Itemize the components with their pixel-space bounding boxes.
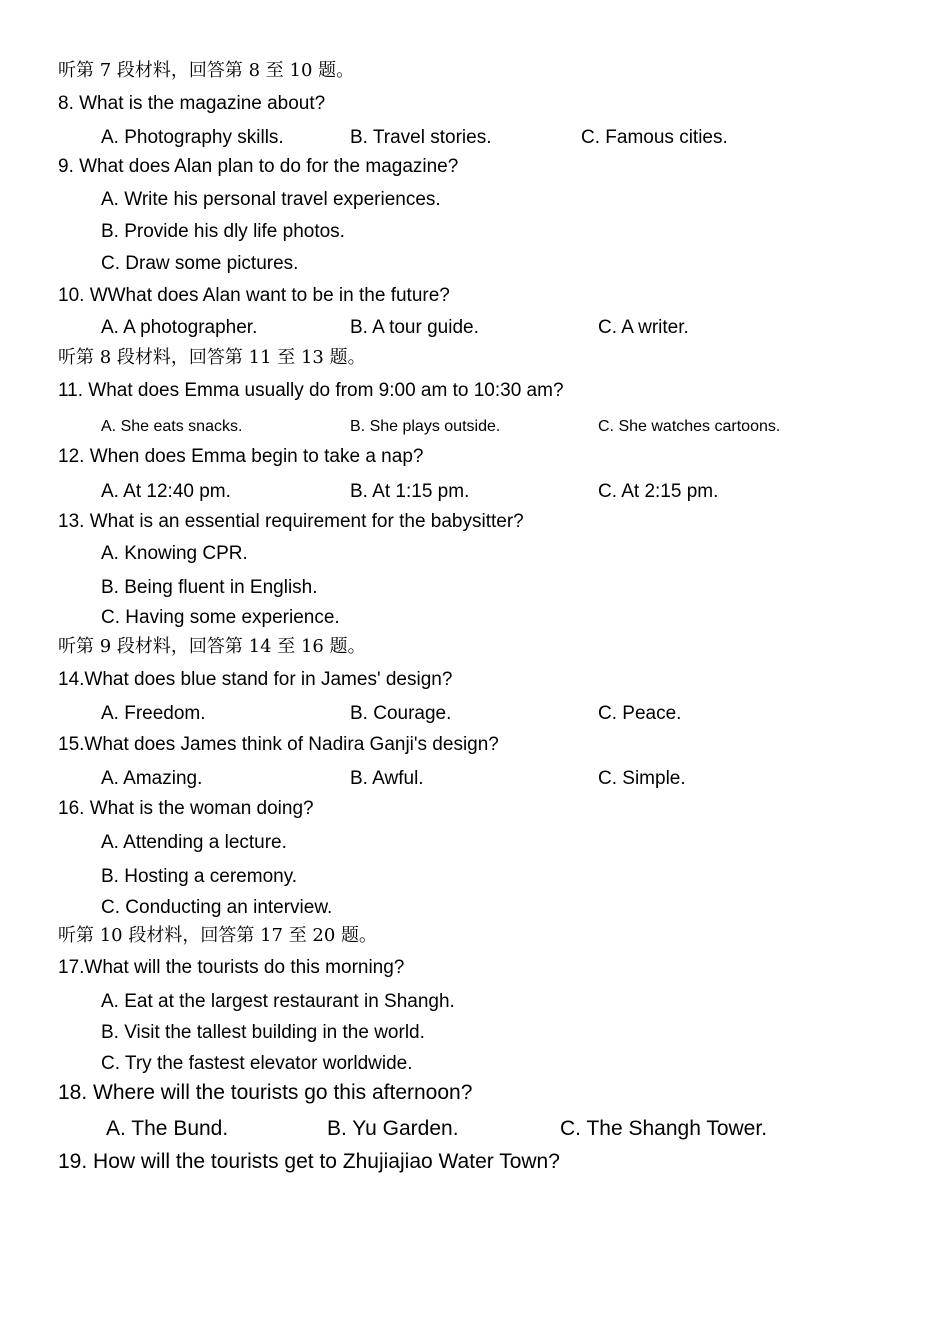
question-15: 15.What does James think of Nadira Ganji's design?: [58, 734, 499, 755]
section-heading-8: 听第 8 段材料，回答第 11 至 13 题。: [58, 347, 366, 368]
section-heading-9: 听第 9 段材料，回答第 14 至 16 题。: [58, 636, 366, 657]
q10-option-a: A. A photographer.: [101, 317, 258, 338]
q8-option-a: A. Photography skills.: [101, 127, 284, 148]
q15-option-a: A. Amazing.: [101, 768, 203, 789]
question-11: 11. What does Emma usually do from 9:00 am to 10:30 am?: [58, 380, 564, 401]
q18-option-a: A. The Bund.: [106, 1117, 229, 1140]
section-heading-7: 听第 7 段材料，回答第 8 至 10 题。: [58, 60, 355, 81]
q10-option-c: C. A writer.: [598, 317, 689, 338]
q18-option-c: C. The Shangh Tower.: [560, 1117, 768, 1140]
q11-option-b: B. She plays outside.: [350, 418, 501, 435]
question-18: 18. Where will the tourists go this afternoon?: [58, 1081, 473, 1104]
q13-option-c: C. Having some experience.: [101, 607, 340, 628]
question-19: 19. How will the tourists get to Zhujiajiao Water Town?: [58, 1150, 560, 1173]
question-10: 10. WWhat does Alan want to be in the future?: [58, 285, 450, 306]
question-13: 13. What is an essential requirement for the babysitter?: [58, 511, 524, 532]
q10-option-b: B. A tour guide.: [350, 317, 479, 338]
q12-option-c: C. At 2:15 pm.: [598, 481, 719, 502]
q11-option-c: C. She watches cartoons.: [598, 418, 781, 435]
q15-option-c: C. Simple.: [598, 768, 686, 789]
q17-option-a: A. Eat at the largest restaurant in Shangh.: [101, 991, 455, 1012]
q12-option-b: B. At 1:15 pm.: [350, 481, 470, 502]
q9-option-c: C. Draw some pictures.: [101, 253, 299, 274]
question-8: 8. What is the magazine about?: [58, 93, 326, 114]
q15-option-b: B. Awful.: [350, 768, 424, 789]
q13-option-a: A. Knowing CPR.: [101, 543, 248, 564]
q17-option-b: B. Visit the tallest building in the world.: [101, 1022, 425, 1043]
q9-option-b: B. Provide his dly life photos.: [101, 221, 345, 242]
question-9: 9. What does Alan plan to do for the magazine?: [58, 156, 459, 177]
question-12: 12. When does Emma begin to take a nap?: [58, 446, 424, 467]
section-heading-10: 听第 10 段材料，回答第 17 至 20 题。: [58, 925, 378, 946]
q16-option-a: A. Attending a lecture.: [101, 832, 287, 853]
question-14: 14.What does blue stand for in James' design?: [58, 669, 453, 690]
q12-option-a: A. At 12:40 pm.: [101, 481, 231, 502]
q14-option-b: B. Courage.: [350, 703, 452, 724]
q14-option-c: C. Peace.: [598, 703, 682, 724]
q11-option-a: A. She eats snacks.: [101, 418, 243, 435]
q17-option-c: C. Try the fastest elevator worldwide.: [101, 1053, 413, 1074]
question-16: 16. What is the woman doing?: [58, 798, 314, 819]
q13-option-b: B. Being fluent in English.: [101, 577, 318, 598]
q18-option-b: B. Yu Garden.: [327, 1117, 459, 1140]
q14-option-a: A. Freedom.: [101, 703, 206, 724]
question-17: 17.What will the tourists do this morning?: [58, 957, 405, 978]
q9-option-a: A. Write his personal travel experiences.: [101, 189, 441, 210]
q8-option-b: B. Travel stories.: [350, 127, 492, 148]
q8-option-c: C. Famous cities.: [581, 127, 728, 148]
q16-option-c: C. Conducting an interview.: [101, 897, 333, 918]
q16-option-b: B. Hosting a ceremony.: [101, 866, 298, 887]
